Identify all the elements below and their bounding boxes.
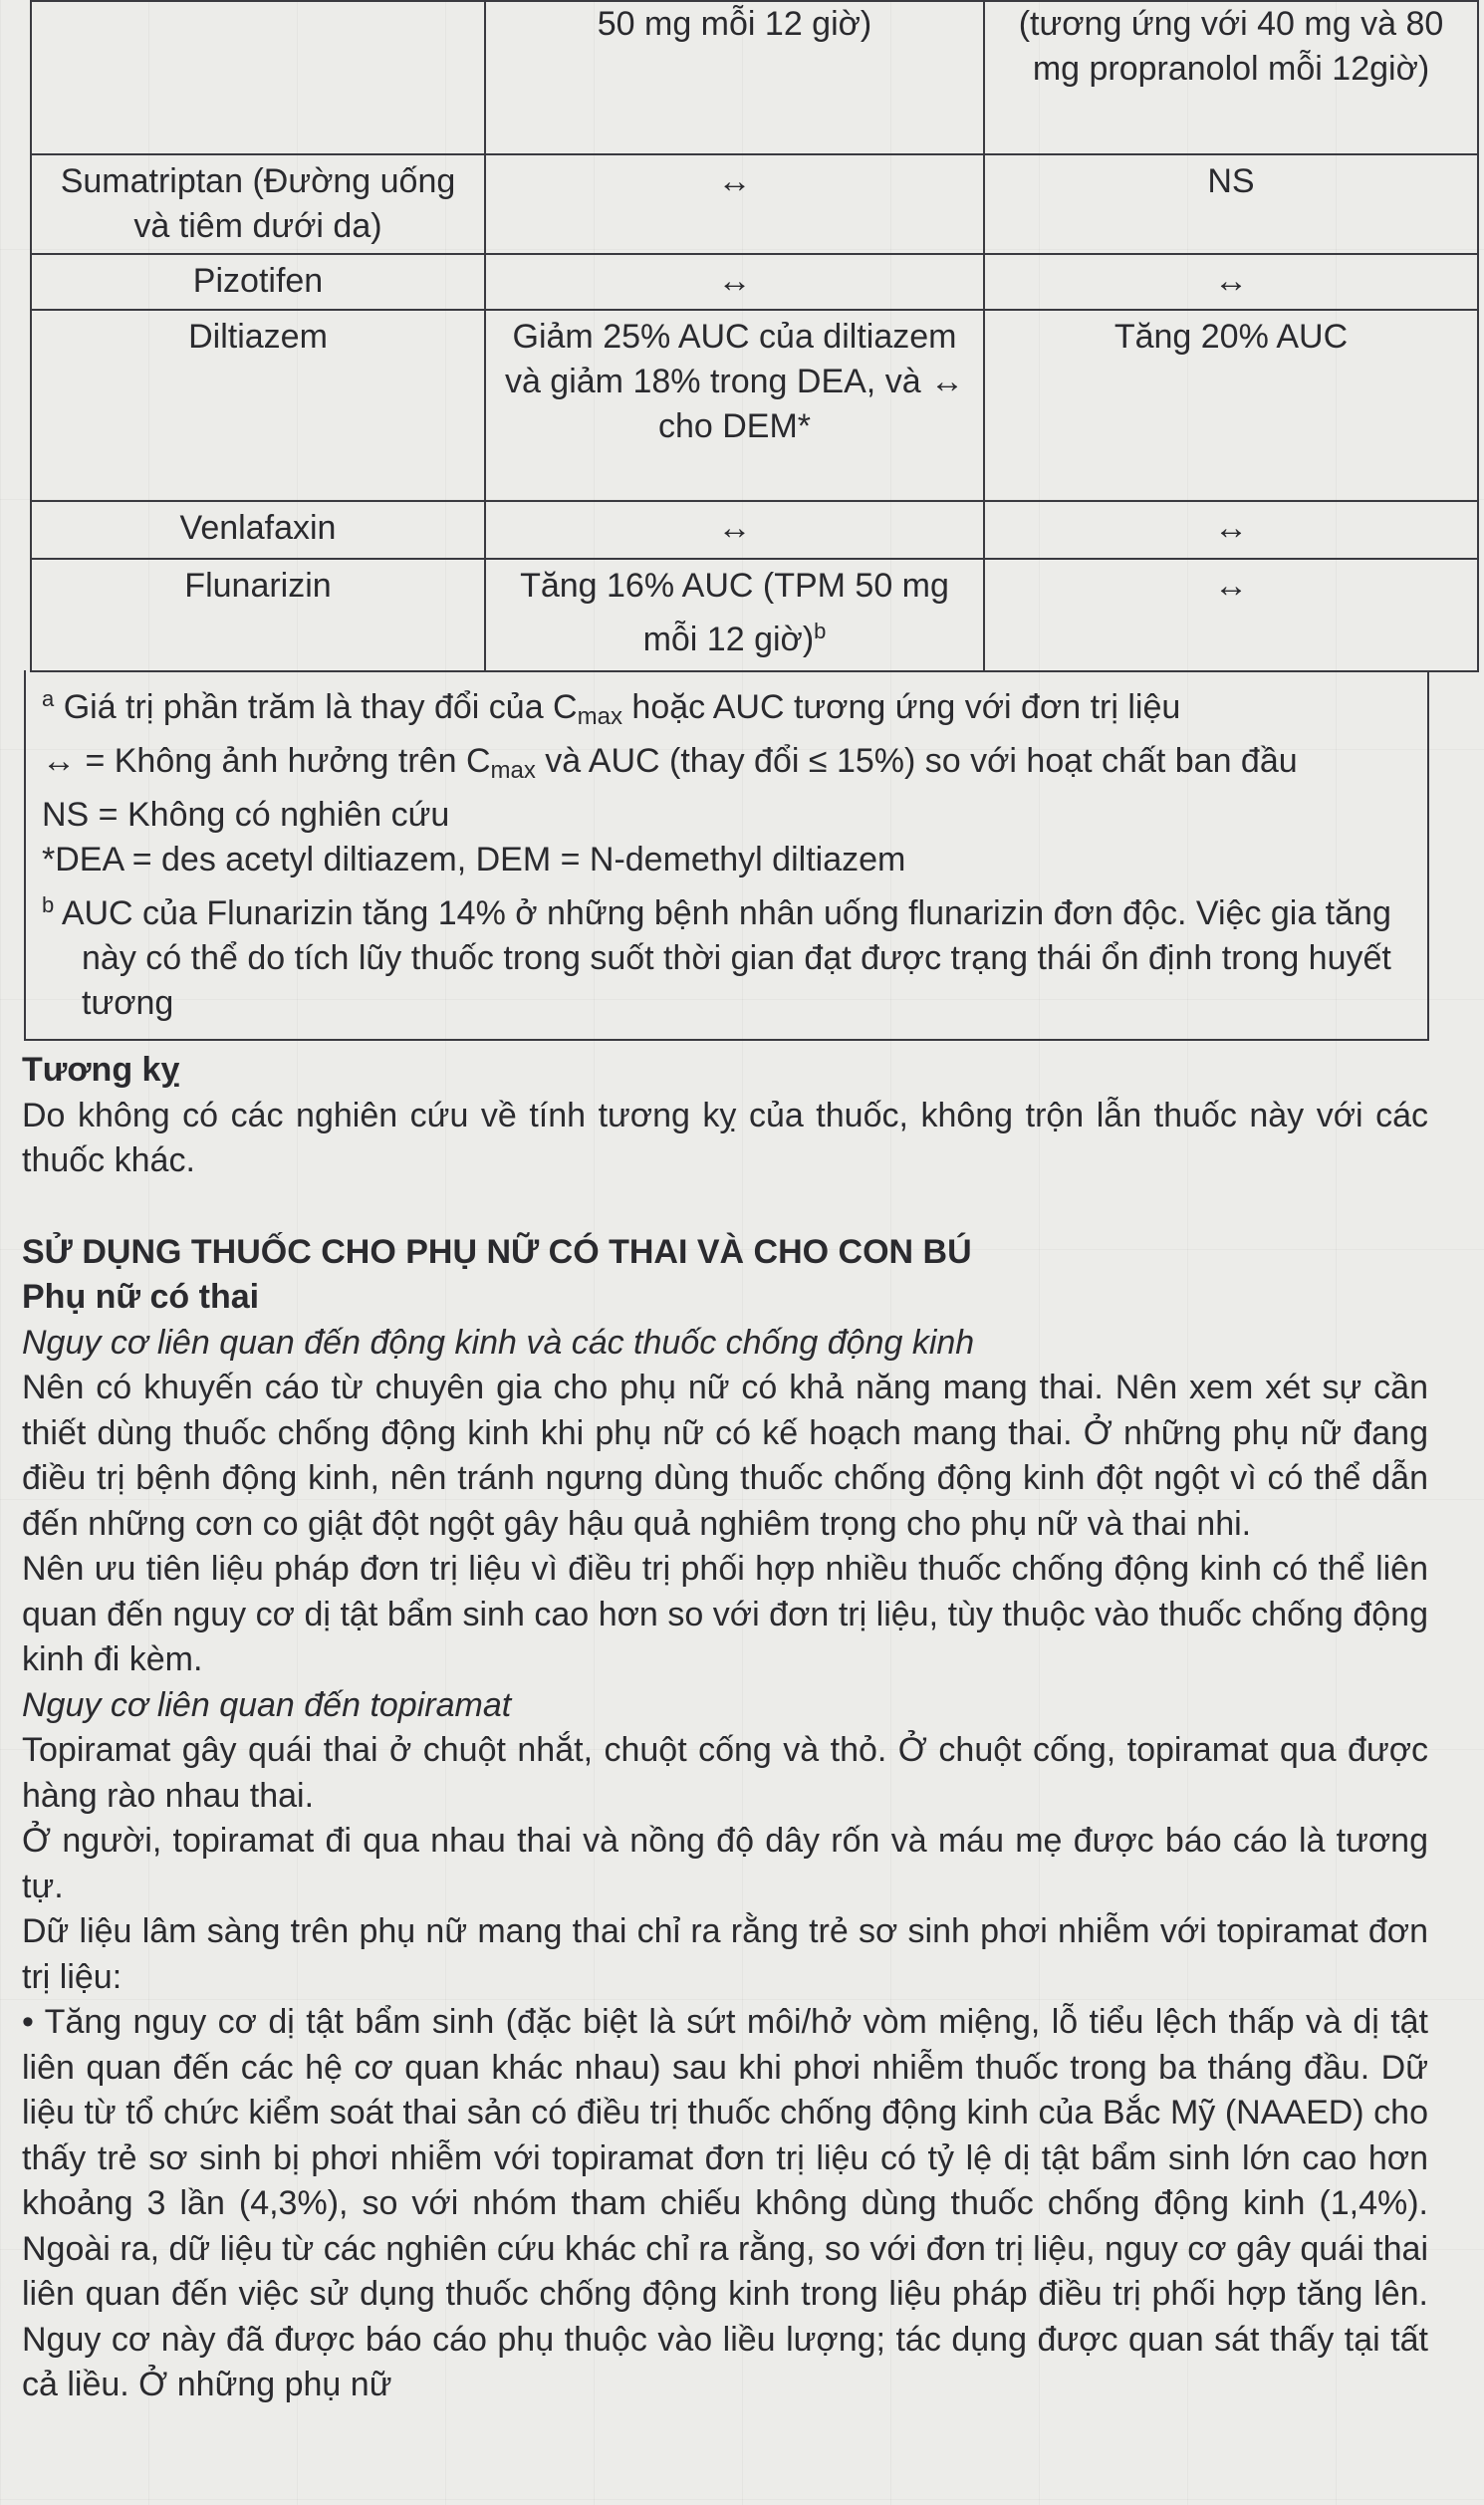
footnote-marker: b xyxy=(814,619,827,643)
interaction-table xyxy=(30,0,1479,672)
italic-heading: Nguy cơ liên quan đến động kinh và các thuốc chống động kinh xyxy=(22,1323,975,1362)
footnote-arrow xyxy=(42,739,1411,793)
table-cell: Tăng 20% AUC xyxy=(984,310,1478,501)
bullet-paragraph: • Tăng nguy cơ dị tật bẩm sinh (đặc biệt là sứt môi/hở vòm miệng, lỗ tiểu lệch thấp và dị tật liên quan đến các hệ cơ quan khác nhau) sau khi phơi nhiễm thuốc trong ba tháng đầu. Dữ liệu từ tổ chức kiểm soát thai sản có điều trị thuốc chống động kinh của Bắc Mỹ (NAAED) cho thấy trẻ sơ sinh bị phơi nhiễm với topiramat đơn trị liệu có tỷ lệ dị tật bẩm sinh lớn cao hơn khoảng 3 lần (4,3%), so với nhóm tham chiếu không dùng thuốc chống động kinh (1,4%). Ngoài ra, dữ liệu từ các nghiên cứu khác chỉ ra rằng, so với đơn trị liệu, nguy cơ gây quái thai liên quan đến việc sử dụng thuốc chống động kinh trong liệu pháp điều trị phối hợp tăng lên. Nguy cơ này đã được báo cáo phụ thuộc vào liều lượng; tác dụng được quan sát thấy tại tất cả liều. Ở những phụ nữ xyxy=(22,2003,1428,2403)
table-cell: Giảm 25% AUC của diltiazem và giảm 18% trong DEA, và ↔ cho DEM* xyxy=(485,310,984,501)
paragraph: Nên ưu tiên liệu pháp đơn trị liệu vì điều trị phối hợp nhiều thuốc chống động kinh có thể liên quan đến nguy cơ dị tật bẩm sinh cao hơn so với đơn trị liệu, tùy thuộc vào thuốc chống động kinh đi kèm. xyxy=(22,1550,1428,1678)
paragraph: Ở người, topiramat đi qua nhau thai và nồng độ dây rốn và máu mẹ được báo cáo là tương tự. xyxy=(22,1822,1428,1905)
paragraph: Do không có các nghiên cứu về tính tương kỵ của thuốc, không trộn lẫn thuốc này với các thuốc khác. xyxy=(22,1096,1428,1179)
table-cell: Sumatriptan (Đường uống và tiêm dưới da) xyxy=(31,154,485,254)
table-row xyxy=(31,559,1478,671)
table-row xyxy=(31,254,1478,310)
footnote-text: Giá trị phần trăm là thay đổi của C xyxy=(63,688,578,726)
table-footnotes xyxy=(24,670,1429,1041)
table-cell xyxy=(31,1,485,154)
table-cell: ↔ xyxy=(984,501,1478,559)
table-cell: (tương ứng với 40 mg và 80 mg propranolol mỗi 12giờ) xyxy=(984,1,1478,154)
table-cell: ↔ xyxy=(485,154,984,254)
table-cell: NS xyxy=(984,154,1478,254)
table-cell: 50 mg mỗi 12 giờ) xyxy=(485,1,984,154)
paragraph: Topiramat gây quái thai ở chuột nhắt, chuột cống và thỏ. Ở chuột cống, topiramat qua được hàng rào nhau thai. xyxy=(22,1731,1428,1815)
footnote-marker: b xyxy=(42,892,55,917)
paragraph: Dữ liệu lâm sàng trên phụ nữ mang thai chỉ ra rằng trẻ sơ sinh phơi nhiễm với topiramat đơn trị liệu: xyxy=(22,1912,1428,1996)
body-text xyxy=(22,1048,1428,2408)
table-row xyxy=(31,310,1478,501)
table-cell: ↔ xyxy=(485,501,984,559)
table-cell xyxy=(485,559,984,671)
table-row xyxy=(31,501,1478,559)
footnote-b xyxy=(42,882,1411,1026)
subscript: max xyxy=(490,757,536,784)
footnote-a xyxy=(42,676,1411,739)
table-cell: Flunarizin xyxy=(31,559,485,671)
cell-text: Tăng 16% AUC (TPM 50 mg mỗi 12 giờ) xyxy=(520,567,949,658)
footnote-dea: *DEA = des acetyl diltiazem, DEM = N-demethyl diltiazem xyxy=(42,841,906,878)
table-cell: Diltiazem xyxy=(31,310,485,501)
footnote-text: hoặc AUC tương ứng với đơn trị liệu xyxy=(621,688,1181,726)
compat-heading: Tương kỵ xyxy=(22,1051,180,1089)
footnote-text: ↔ = Không ảnh hưởng trên C xyxy=(42,742,491,780)
table-row xyxy=(31,154,1478,254)
footnote-text: và AUC (thay đổi ≤ 15%) so với hoạt chất ban đầu xyxy=(535,742,1298,780)
footnote-marker: a xyxy=(42,686,55,711)
section-heading: SỬ DỤNG THUỐC CHO PHỤ NỮ CÓ THAI VÀ CHO CON BÚ xyxy=(22,1232,972,1271)
subscript: max xyxy=(577,703,622,730)
table-cell: Pizotifen xyxy=(31,254,485,310)
footnote-ns: NS = Không có nghiên cứu xyxy=(42,796,450,834)
table-cell: Venlafaxin xyxy=(31,501,485,559)
table-cell: ↔ xyxy=(984,254,1478,310)
table-cell: ↔ xyxy=(485,254,984,310)
paragraph: Nên có khuyến cáo từ chuyên gia cho phụ nữ có khả năng mang thai. Nên xem xét sự cần thiết dùng thuốc chống động kinh khi phụ nữ có kế hoạch mang thai. Ở những phụ nữ đang điều trị bệnh động kinh, nên tránh ngưng dùng thuốc chống động kinh đột ngột vì có thể dẫn đến những cơn co giật đột ngột gây hậu quả nghiêm trọng cho phụ nữ và thai nhi. xyxy=(22,1369,1428,1543)
table-cell: ↔ xyxy=(984,559,1478,671)
footnote-text: AUC của Flunarizin tăng 14% ở những bệnh nhân uống flunarizin đơn độc. Việc gia tăng này có thể do tích lũy thuốc trong suốt thời gian đạt được trạng thái ổn định trong huyết tương xyxy=(54,894,1391,1022)
sub-heading: Phụ nữ có thai xyxy=(22,1278,260,1316)
italic-heading: Nguy cơ liên quan đến topiramat xyxy=(22,1685,512,1724)
table-row xyxy=(31,1,1478,154)
